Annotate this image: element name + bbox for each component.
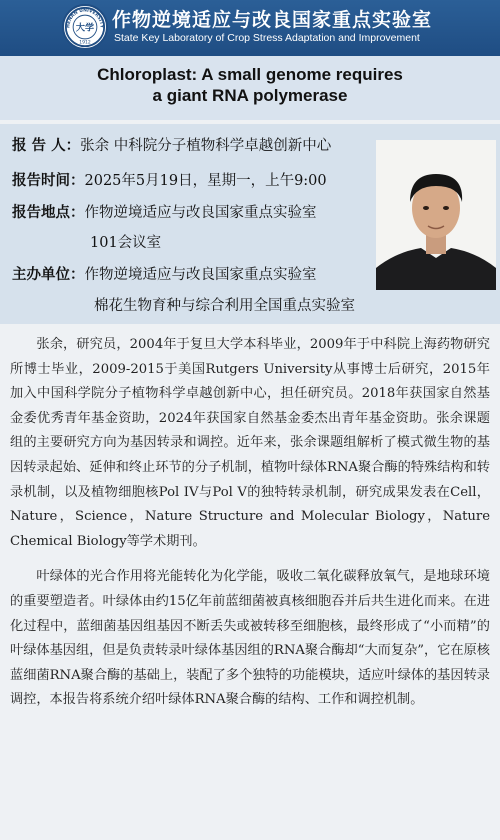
speaker-photo — [376, 140, 496, 290]
speaker-value: 张余 中科院分子植物科学卓越创新中心 — [80, 138, 332, 154]
place-row — [12, 201, 317, 222]
time-label: 报告时间： — [12, 172, 85, 189]
host-value-2: 棉花生物育种与综合利用全国重点实验室 — [94, 298, 355, 314]
title-band — [0, 56, 500, 120]
logo-ring-text: HENAN UNIVERSITY — [66, 8, 104, 29]
time-value: 2025年5月19日，星期一，上午9:00 — [84, 173, 327, 189]
talk-title-line2: a giant RNA polymerase — [152, 86, 348, 105]
university-logo — [62, 4, 108, 50]
speaker-label: 报 告 人： — [12, 137, 81, 154]
host-value: 作物逆境适应与改良国家重点实验室 — [84, 267, 317, 283]
logo-center-text: 大学 — [75, 22, 95, 34]
place-value-2: 101会议室 — [90, 235, 162, 251]
body-text — [10, 333, 490, 724]
speaker-row — [12, 134, 331, 155]
place-value: 作物逆境适应与改良国家重点实验室 — [84, 205, 317, 221]
place-label: 报告地点： — [12, 204, 85, 221]
header-banner — [0, 0, 500, 56]
host-row — [12, 263, 317, 284]
abstract-paragraph: 叶绿体的光合作用将光能转化为化学能，吸收二氧化碳释放氧气，是地球环境的重要塑造者。叶绿体由约15亿年前蓝细菌被真核细胞吞并后共生进化而来。在进化过程中，蓝细菌基因组基因不断丢失或被转移至细胞核，最终形成了“小而精”的叶绿体基因组，但是负责转录叶绿体基因组的RNA聚合酶却“大而复杂”，它在原核蓝细菌RNA聚合酶的基础上，装配了多个独特的功能模块，适应叶绿体的基因转录调控，本报告将系统介绍叶绿体RNA聚合酶的结构、工作和调控机制。 — [10, 569, 490, 708]
info-panel — [0, 124, 500, 324]
talk-title — [0, 64, 500, 106]
logo-year: 1912 — [79, 40, 91, 46]
lab-name-english: State Key Laboratory of Crop Stress Adaptation and Improvement — [114, 32, 420, 44]
host-row-2 — [94, 294, 355, 315]
talk-title-line1: Chloroplast: A small genome requires — [97, 65, 403, 84]
time-row — [12, 169, 327, 190]
bio-paragraph: 张余，研究员，2004年于复旦大学本科毕业，2009年于中科院上海药物研究所博士毕业，2009-2015于美国Rutgers University从事博士后研究，2015年加入中国科学院分子植物科学卓越创新中心，担任研究员。2018年获国家自然基金委优秀青年基金资助，2024年获国家自然基金委杰出青年基金资助。张余课题组的主要研究方向为基因转录和调控。近年来，张余课题组解析了模式微生物的基因转录起始、延伸和终止环节的分子机制，植物叶绿体RNA聚合酶的特殊结构和转录机制，以及植物细胞核Pol IV与Pol V的独特转录机制，研究成果发表在Cell，Nature，Science，Nature Structure and Molecular Biology，Nature Chemical Biology等学术期刊。 — [10, 337, 490, 549]
host-label: 主办单位： — [12, 266, 85, 283]
lab-name-chinese: 作物逆境适应与改良国家重点实验室 — [112, 9, 433, 31]
place-row-2 — [90, 231, 161, 252]
